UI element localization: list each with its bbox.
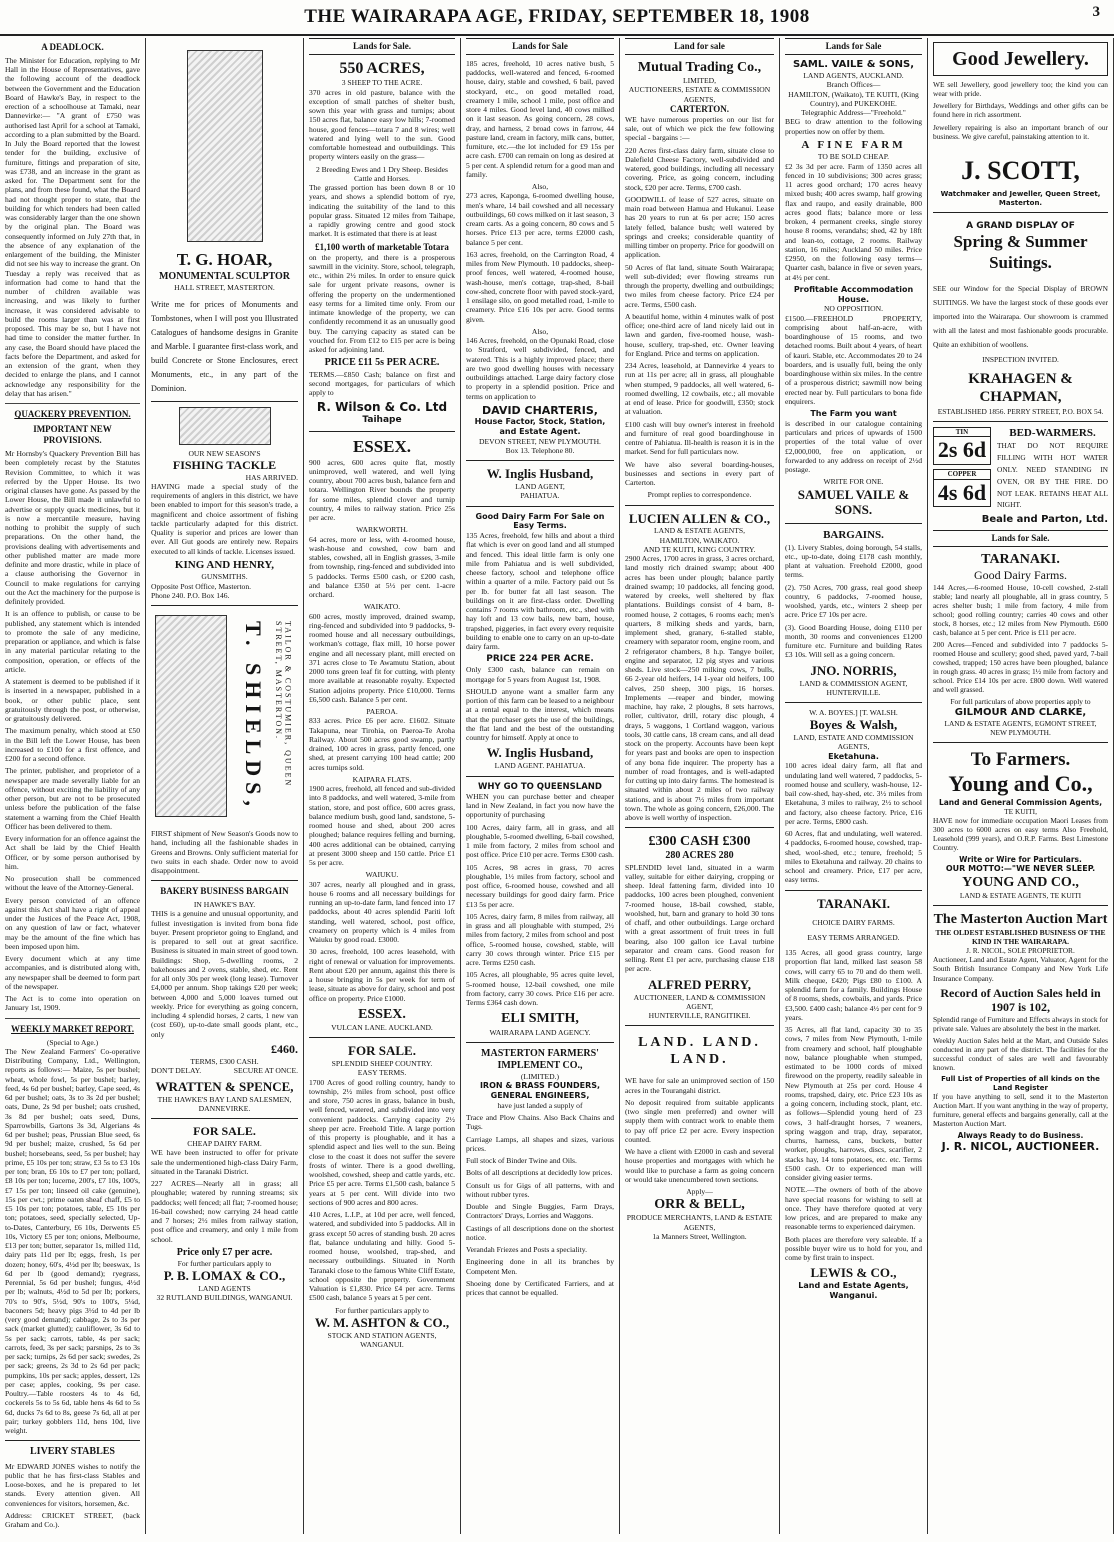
article-paragraph: The Act is to come into operation on January 1st, 1909. <box>5 994 140 1013</box>
auction-sub: THE OLDEST ESTABLISHED BUSINESS OF THE KIND IN THE WAIRARAPA. <box>935 928 1106 947</box>
taranaki-lot: 35 Acres, all flat land, capacity 30 to 35 cows, 7 miles from New Plymouth, 1-mile from creamery and school, half ploughable now, balance ploughable when stumped, estimated to be 1000 cords of mixed firewood on the property, readily saleable in New Plymouth at 25s per cord. House 4 rooms, trapshed, dairy, etc. Price £23 10s as a going concern, including stock, plant, etc. as follows—Splendid young herd of 23 cows, 3 half-draught horses, 7 weaners, spring waggon and trap, dray, separator, churns, harness, cans, buckets, butter worker, ploughs, harrows, discs, scarifier, 2 stacks hay, 14 tons potatoes, etc. etc. Terms £500 cash. Or to experienced man will consider giving easier terms. <box>785 1025 922 1183</box>
perry-town: HUNTERVILLE, RANGITIKEI. <box>648 1011 751 1020</box>
quackery-subheading: IMPORTANT NEW PROVISIONS. <box>33 424 112 446</box>
king-henry-phone: Phone 240. P.O. Box 146. <box>151 590 230 600</box>
ashton-name: W. M. ASHTON & CO., <box>314 1314 450 1330</box>
charteris-lot: 146 Acres, freehold, on the Opunaki Road, close to Stratford, well subdivided, fenced, and watered. This is a highly improved place; there are two good dwelling houses with necessary outbuildings attached. Large dairy factory close to property in a splendid position. Price and terms on application to <box>466 336 614 401</box>
orr-bell-sub: PRODUCE MERCHANTS, LAND & ESTATE AGENTS, <box>626 1213 773 1232</box>
market-heading: WEEKLY MARKET REPORT. <box>11 1023 134 1034</box>
mutual-lot: 220 Acres first-class dairy farm, situate close to Dalefield Cheese Factory, well-subdivided and watered, good buildings, including all necessary covering. Price, as going concern, including stock, £20 per acre. Terms, £700 cash. <box>625 145 774 192</box>
bakery-terms: TERMS, £300 CASH. <box>190 1056 259 1066</box>
wilson-town: Taihape <box>362 415 402 426</box>
ashton-terms: EASY TERMS. <box>357 1068 407 1078</box>
essex-lot: 30 acres, freehold, 100 acres leasehold, with right of renewal or valuation for improvements. Rent about £20 per annum, against this there is a house bringing in 5s per week for term of lease, situate as above for dairy, school and post office on property. Price £1000. <box>309 947 455 1003</box>
krahagen-est: ESTABLISHED 1856. PERRY STREET, P.O. BOX 54. <box>937 406 1104 416</box>
orr-bell-address: 1a Manners Street, Wellington. <box>652 1231 747 1241</box>
market-subheading: (Special to Age.) <box>46 1037 99 1047</box>
cash-body: SPLENDID level land, situated in a warm valley, suitable for either dairying, cropping or sheep. Ideal fattening farm, divided into 10 paddocks, 100 acres been ploughed, convenient 7-roomed house, 18-bail cowshed, stable, woolshed, hut, barn and granary to hold 30 tons of chaff, and other outbuildings. Large orchard with a great assortment of fruit trees in full bearing, also 100 gallon ice Laval turbine separator and cream cans. Good reason for selling. Rent £1 per acre, purchasing clause £18 per acre. <box>625 862 774 974</box>
article-paragraph: Every person convicted of an offence against this Act shall have a right of appeal under the Justices of the Peace Act, 1908, on any question of law or fact, whatever may be the amount of the fine which has been imposed upon him. <box>5 895 140 951</box>
vaile-write: WRITE FOR ONE. <box>823 477 884 487</box>
charteris-lot: 163 acres, freehold, on the Carrington Road, 4 miles from New Plymouth. 10 paddocks, sheep-proof fences, well watered, 4-roomed house, wash-house, men's cottage, trap-shed, 8-bail cow-shed, concrete floor with paved stock-yard, 1 ensilage silo, on good metalled road, 1-mile to creamery. Price £16 10s per acre. Good terms given. <box>466 249 614 324</box>
norris-name: JNO. NORRIS, <box>810 662 897 678</box>
jewellery-ad <box>933 42 1108 76</box>
bargains-heading: BARGAINS. <box>823 529 884 542</box>
allen-name: LUCIEN ALLEN & CO., <box>628 510 771 526</box>
orr-bell-name: ORR & BELL, <box>654 1197 745 1213</box>
mutual-lot: We have also several boarding-houses, businesses and sections in every part of Carterton. <box>625 459 774 488</box>
scott-name: J. SCOTT, <box>961 155 1080 185</box>
charteris-sub: House Factor, Stock, Station, and Estate Agent. <box>474 417 606 437</box>
suitings-title: Spring & Summer Suitings. <box>953 232 1088 273</box>
taranaki-lot: NOTE.—The owners of both of the above have special reasons for wishing to sell at once. They have therefore quoted at very low prices, and are prepared to make any reasonable terms to experienced dairymen. <box>785 1185 922 1232</box>
tin-price: 2s 6d <box>937 437 987 463</box>
eli-smith-name: ELI SMITH, <box>501 1011 579 1027</box>
essex-place: KAIPARA FLATS. <box>352 774 412 784</box>
krahagen-name: KRAHAGEN & CHAPMAN, <box>968 371 1073 406</box>
article-paragraph: The maximum penalty, which stood at £50 in the Bill left the Lower House, has been increased to £100 for a first offence, and £200 for a second offence. <box>5 726 140 764</box>
wratten-sub: THE HAWKE'S BAY LAND SALESMEN, DANNEVIRKE. <box>157 1094 292 1114</box>
bakery-heading: BAKERY BUSINESS BARGAIN <box>160 886 289 897</box>
land-body: No deposit required from suitable applicants (two single men preferred) and owner will supply them with contract work to enable them to pay off price £2 per acre. Every inspection counted. <box>625 1097 774 1144</box>
bedwarmer-body: THAT DO NOT REQUIRE FILLING WITH HOT WATER ONLY. NEED STANDING IN OVEN, OR BY THE FIRE. DO NOT LEAK. RETAINS HEAT ALL NIGHT. <box>997 441 1108 510</box>
perry-sub: AUCTIONEER, LAND & COMMISSION AGENT, <box>633 992 766 1011</box>
auction-body: Auctioneer, Land and Estate Agent, Valuator, Agent for the South British Insurance Company and New York Life Insurance Company. <box>933 955 1108 983</box>
forsale-body: WE have been instructed to offer for private sale the undermentioned high-class Dairy Farm, situated in the Taranaki District. <box>151 1148 298 1176</box>
mutual-intro: WE have numerous properties on our list for sale, out of which we pick the few following special - bargains :— <box>625 114 774 143</box>
young-sub-2: LAND & ESTATE AGENTS, TE KUITI <box>959 891 1082 901</box>
column-lands-wilson <box>304 38 461 1534</box>
boyes-lot: 60 Acres, flat and undulating, well watered. 4 paddocks, 6-roomed house, cowshed, trap-shed, wool-shed, etc.; tenure, freehold; 5 miles to Eketahuna and railway. 20 chains to school and creamery. Price, £17 per acre, easy terms. <box>785 829 922 885</box>
bakery-subheading: IN HAWKE'S BAY. <box>193 900 256 910</box>
acres-stock: 2 Breeding Ewes and 1 Dry Sheep. Besides Cattle and Horses. <box>315 164 449 183</box>
article-paragraph: Mr EDWARD JONES wishes to notify the public that he has first-class Stables and Loose-boxes, and he is prepared to let stands. Every attention given. All conveniences for visitors, horsemen, &c. <box>5 1461 140 1508</box>
allen-sub: LAND & ESTATE AGENTS, <box>654 526 745 536</box>
auction-body: Splendid range of Furniture and Effects always in stock for private sale. Values are absolutely the best in the market. <box>933 1014 1108 1033</box>
shields-side: TAILOR & COSTUMIER, QUEEN STREET, MASTERTON. <box>273 621 293 788</box>
eli-smith-sub: WAIRARAPA LAND AGENCY. <box>489 1027 591 1037</box>
jewellery-title: Good Jewellery. <box>952 48 1089 70</box>
copper-price: 4s 6d <box>937 479 987 505</box>
norris-sub: LAND & COMMISSION AGENT, <box>799 678 908 688</box>
monument-illustration <box>187 50 263 242</box>
gilmour-sub: LAND & ESTATE AGENTS, EGMONT STREET, <box>944 718 1097 728</box>
norris-town: HUNTERVILLE. <box>826 687 881 697</box>
young-motto: OUR MOTTO:—"WE NEVER SLEEP. <box>945 864 1096 874</box>
page-number: 3 <box>1092 4 1100 20</box>
auction-body: If you have anything to sell, send it to the Masterton Auction Mart. If you want anything in the way of property, furniture, general effects and bargains generally, call at the Masterton Auction Mart. <box>933 1092 1108 1129</box>
young-town: TE KUITI, <box>1004 806 1037 816</box>
column-news <box>0 38 146 1534</box>
vaile-branch: Branch Offices— <box>826 80 881 90</box>
auction-signature: J. R. NICOL, AUCTIONEER. <box>941 1140 1100 1154</box>
vaile-body: is described in our catalogue containing particulars and prices of upwards of 1500 properties of the total value of over £2,000,000, free on application, or forwarded to any address on receipt of 2½d postage. <box>785 418 922 475</box>
copper-label: COPPER <box>934 470 990 480</box>
allen-town2: AND TE KUITI, KING COUNTRY. <box>643 544 756 554</box>
tackle-body: HAVING made a special study of the requirements of anglers in this district, we have been enabled to import for this season's trade, a magnificent and choice assortment of fishing tackle particularly adapted for this district. Quality is superior and prices are lower than ever. All Gut goods are entirely new. Repairs executed to all kinds of tackle. Licenses issued. <box>151 481 298 556</box>
auction-record: Record of Auction Sales held in 1907 is 102, <box>940 985 1101 1015</box>
column-lands-mutual <box>620 38 780 1534</box>
acres-body: on the property, and there is a prosperous sawmill in the vicinity. Store, school, telegraph, etc., within 2½ miles. In order to ensure quick sale for urgent private reasons, owner is offering the property on the undermentioned easy terms for a limited time only. From our intimate knowledge of the property, we can confidently recommend it as an unusually good buy. The carrying capacity as stated can be vouched for. From £12 to £15 per acre is being asked for adjoining land. <box>309 252 455 355</box>
taranaki2-lot: 200 Acres—Fenced and subdivided into 7 paddocks 5-roomed House and scullery; good shed, paved yard, 7-bail cowshed, trapped; 150 acres have been ploughed, balance in rough grass. 40 acres in grass; 1½ mile from factory and school. Price £14 10s per acre. £800 down. Well watered and well grassed. <box>933 640 1108 695</box>
tackle-intro: OUR NEW SEASON'S <box>188 448 261 458</box>
husband-sub: LAND AGENT. PAHIATUA. <box>494 761 586 771</box>
vaile-lot: £2 3s 3d per acre. Farm of 1350 acres all fenced in 10 subdivisions; 300 acres grass; 11 acres good orchard; 170 acres heavy mixed bush; 400 acres swamp, half growing flax and raupo, and easily drainable, 800 acres good flats; balance more or less broken, 4 permanent creeks, single storey house 8 rooms, verandahs; shed, 42 by 18ft and lean-to, cottage, 2 rooms. Railway station, 16 miles; Auckland 50 miles. Price £2950, on the following easy terms—Quarter cash, balance in five or seven years, at 4½ per cent. <box>785 161 922 282</box>
charteris-lot: 273 acres, Kaponga, 6-roomed dwelling house, men's whare, 14 bail cowshed and all necessary outbuildings, 60 cows milked on it last season, 3 cream carts. As a going concern, 80 cows and 5 horses. Price £13 per acre, terms £2000 cash, balance 5 per cent. <box>466 191 614 247</box>
taranaki2-heading: TARANAKI. <box>981 552 1060 568</box>
young-body: HAVE now for immediate occupation Maori Leases from 300 acres to 6000 acres on easy terms Also Freehold, Leasehold (999 years), and O.R.P. Farms. Best Limestone Country. <box>933 815 1108 853</box>
vaile-intro: BEG to draw attention to the following properties now on offer by them. <box>785 117 922 136</box>
dairy-heading: Good Dairy Farm For Sale on Easy Terms. <box>475 511 605 531</box>
suitings-invite: INSPECTION INVITED. <box>982 355 1059 365</box>
essex-lot: 307 acres, nearly all ploughed and in grass, house 6 rooms and all necessary buildings for running an up-to-date farm, land fenced into 17 paddocks, about 40 acres splendid Pariti loft standing, well watered, school, post office, creamery on property which is 4 miles from Waiuku by good road. £3000. <box>309 879 455 945</box>
forsale-lot: 227 ACRES—Nearly all in grass; all ploughable; watered by running streams; six paddocks; well fenced; all flat; 7-roomed house; 16-bail cowshed; now carrying 24 head cattle and 7 horses; 2½ miles from railway station, post office and creamery, and only 1 mile from school. <box>151 1179 298 1244</box>
beale-parton-name: Beale and Parton, Ltd. <box>981 514 1108 526</box>
implement-sub: IRON & BRASS FOUNDERS, GENERAL ENGINEERS, <box>479 1081 601 1101</box>
mutual-name: Mutual Trading Co., <box>637 59 762 75</box>
farmers-heading: To Farmers. <box>970 748 1071 770</box>
king-henry-role: GUNSMITHS. <box>201 572 248 582</box>
column-ads-left <box>146 38 304 1534</box>
charteris-address: DEVON STREET, NEW PLYMOUTH. <box>479 436 601 446</box>
vaile-telegraph: Telegraphic Address—"Freehold." <box>801 108 906 118</box>
dairy-price: PRICE 224 PER ACRE. <box>486 654 594 665</box>
implement-line: Shoeing done by Certificated Farriers, and at prices that cannot be equalled. <box>466 1278 614 1298</box>
lands-header: Lands for Sale. <box>933 530 1108 547</box>
queensland-lot: 105 Acres, all ploughable, 95 acres quite level, 5-roomed house, 12-bail cowshed, one mile from factory, carry 30 cows. Price £16 per acre. Terms £364 cash down. <box>466 970 614 1008</box>
bargains-lot: (1). Livery Stables, doing borough, 54 stalls, etc., up-to-date, doing £178 cash monthly, plant at valuation. Freehold £2000, good terms. <box>785 542 922 580</box>
king-henry-address: Opposite Post Office, Masterton. <box>151 581 252 591</box>
hoar-name: T. G. HOAR, <box>176 250 273 269</box>
bakery-body: THIS is a genuine and unusual opportunity, and fullest investigation is invited from bona fide buyer. Present proprietor going to England, and is prepared to sell out at great sacrifice. Business is situated in main street of good town. Buildings: Shop, 5-dwelling rooms, 2 bakehouses and 2 ovens, stable, shed, etc. Rent for all only 30s per week (long lease). Turnover £4,000 per annum. Shop takings £20 per week; between 4,000 and 5,000 loaves turned out weekly. Price for everything as going concern, including 4 splendid horses, 2 carts, 1 new van (cost £60), up-to-date small goods plant, etc., only <box>151 909 299 1039</box>
bargains-lot: (2). 750 Acres, 700 grass, real good sheep country, 6 paddocks, 7-roomed house, woolshed, yards, etc., winters 2 sheep per acre. Price £7 10s per acre. <box>785 582 922 620</box>
wilson-name: R. Wilson & Co. Ltd <box>316 400 448 415</box>
column-display-ads <box>928 38 1114 1534</box>
essex-place: WARKWORTH. <box>356 525 408 535</box>
wratten-name: WRATTEN & SPENCE, <box>155 1079 294 1095</box>
charteris-also: Also, <box>531 182 549 192</box>
lewis-sub: Land and Estate Agents, <box>798 1281 909 1291</box>
husband-name: W. Inglis Husband, <box>486 745 594 761</box>
article-paragraph: No prosecution shall be commenced without the leave of the Attorney-General. <box>5 874 140 893</box>
article-paragraph: Every document which at any time accompanies, and is distributed along with, any newspaper shall be deemed to form part of the newspaper. <box>5 954 140 991</box>
essex-lot: 900 acres, 600 acres quite flat, mostly unimproved, well watered, and well lying country, about 700 acres bush, balance fern and totara. Wellington River bounds the property for some miles, splendid clover and turnip country, 4 miles to railway station. Price 25s per acre. <box>309 457 455 523</box>
gilmour-name: GILMOUR AND CLARKE, <box>954 706 1087 718</box>
queensland-heading: WHY GO TO QUEENSLAND <box>478 781 602 792</box>
taranaki-sub: CHOICE DAIRY FARMS. <box>812 917 895 927</box>
masthead <box>0 0 1114 36</box>
tackle-arrived: HAS ARRIVED. <box>245 472 298 482</box>
article-paragraph: Every information for an offence against the Act shall be laid by the Chief Health Officer, or by some person authorised by him. <box>5 834 140 871</box>
ashton-sub: SPLENDID SHEEP COUNTRY. <box>331 1059 433 1069</box>
essex-footer-title: ESSEX. <box>358 1006 406 1022</box>
implement-line: Castings of all descriptions done on the shortest notice. <box>466 1223 614 1242</box>
essex-place: WAIUKU. <box>365 870 399 880</box>
land-title: LAND. LAND. LAND. <box>638 1035 761 1068</box>
hoar-street: HALL STREET, MASTERTON. <box>174 282 275 292</box>
ashton-lot: 1700 Acres of good rolling country, handy to township, 2½ miles from school, post office and store, 750 acres in grass, balance in bush, well fenced, watered, and subdivided into very convenient paddocks. Carrying capacity 2½ sheep per acre. Freehold Title. A large portion of this property is ploughable, and it has a splendid aspect and lies well to the sun. Being close to the coast it does not suffer the severe frosts of winter. There is a good dwelling, woolshed, cowshed, sheep and cattle yards, etc. Price £5 per acre. Terms £1,500 cash, balance 5 years at 5 per cent. Will divide into two sections of 900 acres and 800 acres. <box>309 1077 455 1207</box>
essex-lot: 64 acres, more or less, with 4-roomed house, wash-house and cowshed, cow barn and stables, cowshed, all in English grasses, 3-mile from township, ring-fenced and subdivided into 5 paddocks. Terms £500 cash, or £200 cash, and balance £350 at 5½ per cent. 1-acre orchard. <box>309 534 455 600</box>
auction-title: The Masterton Auction Mart <box>933 912 1108 928</box>
forsale-apply: For further particulars apply to <box>177 1259 272 1269</box>
mutual-lot: 234 Acres, leasehold, at Dannevirke 4 years to run at 11s per acre; all in grass, all ploughable when stumped, 9 paddocks, all well watered, 6-roomed dwelling, 12 cowbails, etc.; all movable at end of lease. Price for goodwill, £350; stock at valuation. <box>625 361 774 417</box>
young-sub: Land and General Commission Agents, <box>938 797 1103 807</box>
implement-line: have just landed a supply of <box>497 1100 583 1110</box>
mutual-lot: GOODWILL of lease of 527 acres, situate on main road between Hamua and Hukanui. Lease has 20 years to run at 6s per acre; 150 acres lately felled, balance bush; well watered by springs and creeks; considerable quantity of milling timber on property. Price for goodwill on application. <box>625 194 774 260</box>
vaile-branch2: HAMILTON, (Waikato), TE KUITI, (King Country), and PUKEKOHE. <box>788 89 919 108</box>
column-lands-charteris <box>461 38 620 1534</box>
vaile-sub: LAND AGENTS, AUCKLAND. <box>803 71 904 81</box>
implement-line: Bolts of all descriptions at decidedly low prices. <box>466 1168 613 1178</box>
bargains-lot: (3). Good Boarding House, doing £110 per month, 30 rooms and conveniences £1200 furniture etc. Furniture and building Rates £3 10s. Will sell as a going concern. <box>785 622 922 660</box>
ashton-lot: 410 Acres, L.I.P., at 10d per acre, well fenced, watered, and subdivided into 5 paddocks. All in grass except 50 acres of standing bush. 20 acres flat, balance undulating and hilly. Good 5-roomed house, woolshed, trap-shed, and necessary outbuildings. Situated in North Taranaki close to the famous White Cliff Estate, school opposite the property. Government Valuation is £1,830. Price £4 per acre. Terms £500 cash, balance 5 years at 5 per cent. <box>309 1210 455 1303</box>
mutual-sub: AUCTIONEERS, ESTATE & COMMISSION AGENTS, <box>628 85 771 104</box>
lomax-sub: LAND AGENTS <box>198 1284 251 1294</box>
ashton-apply: For further particulars apply to <box>335 1305 429 1315</box>
lewis-town: Wanganui. <box>829 1290 878 1300</box>
acres-terms: TERMS.—£850 Cash; balance on first and second mortgages, for particulars of which apply to <box>309 369 455 398</box>
land-body: WE have for sale an unimproved section of 150 acres in the Tourangahi district. <box>625 1076 774 1095</box>
jewellery-body: Jewellery repairing is also an important branch of our business. We give careful, painstaking attention to it. <box>933 122 1108 141</box>
taranaki-terms: EASY TERMS ARRANGED. <box>807 932 900 942</box>
gilmour-town: NEW PLYMOUTH. <box>990 727 1051 737</box>
forsale-heading: FOR SALE. <box>193 1124 256 1139</box>
taranaki-lot: Both places are therefore very saleable. If a possible buyer wire us to hold for you, and come by first train to inspect. <box>785 1234 922 1263</box>
article-paragraph: The Minister for Education, replying to Mr Hall in the House of Representatives, gave the following account of the deadlock between the Government and the Education Board of Hawke's Bay, in respect to the erection of a schoolhouse at Tamaki, near Dannevirke:— "A grant of £750 was authorised last April for a school at Tamaki, according to a plan submitted by the Board. In July the Board reported that the lowest tender for the building, exclusive of furniture, fittings and preparation of site, was £738, and an increase in the grant as asked for. The Department sent for the plans, and from these found, what the Board had not thought proper to state, that the building for which tenders had been called was considerably larger than the one shown by the original plan. The Board was consequently informed on July 27th that, in the absence of any explanation of the enlargement of the building, the Minister did not see his way to increase the grant. On Tuesday a reply was received that as information had come to hand that the number of children available was increasing, and was likely to further increase, it was considered advisable to build the rooms larger than was at first proposed. This may be so, but I have not had time to consider the matter further. In any case, the Board should have placed the facts before the Department, and asked for an extension of the grant, when they decided to enlarge the plans, and I cannot acknowledge any responsibility for the delay that has arisen." <box>5 55 140 398</box>
tailor-figure-illustration <box>155 615 227 817</box>
implement-ltd: (LIMITED.) <box>520 1072 560 1082</box>
implement-line: Consult us for Gigs of all patterns, with and without rubber tyres. <box>466 1180 614 1199</box>
column-lands-vaile <box>780 38 928 1534</box>
queensland-lot: 100 Acres, dairy farm, all in grass, and all ploughable, 5-roomed dwelling, 6-bail cowshed, 1 mile from factory, 2 miles from school and post office. Price £10 per acre. Terms £300 cash. <box>466 822 614 860</box>
taranaki2-lot: 144 Acres,—6-roomed House, 10-cell cowshed, 2-stall stable; land nearly all ploughable, all in grass country, 5 acres shelter bush; 1 mile from factory, 4 mile from school; good rolling country; carries 40 cows and other stock, 8 horses, etc.; 12 miles from New Plymouth. £600 cash, balance at 5 per cent. Price is £11 per acre. <box>933 583 1108 638</box>
article-paragraph: Mr Hornsby's Quackery Prevention Bill has been completely recast by the Statutes Revision Committee, to which it was referred by the Upper House. Its two original clauses have gone. As passed by the Lower House, the Bill made it unlawful to advertise or supply quack medicines, but it is now a mercantile measure, having nothing to prohibit the supply of such preparations. On the other hand, the provisions dealing with advertisements and other published matter are made more definite and more drastic, while in place of a clause authorising the Governor in Council to make regulations for carrying out the Act the machinery for the purpose is definitely provided. <box>5 449 140 607</box>
ashton-heading: FOR SALE. <box>348 1043 416 1059</box>
implement-heading: MASTERTON FARMERS' IMPLEMENT CO., <box>481 1047 599 1071</box>
article-paragraph: The New Zealand Farmers' Co-operative Distributing Company, Ltd., Wellington, reports as follows:— Maize, 5s per bushel; wheat, whole fowl, 5s per bushel; barley, feed, 4s 6d per bushel; barley, Cape seed, 4s 6d per bushel; oats, 3s to 3s 2d per bushel; oats, Dune, 2s 9d per bushel; oats crushed, 3s 8d per bushel; oats seed, Duns, Sparrowbills, Gartons 3s 3d, Algerians 4s 6d per bushel; peas, Prussian Blue seed, 6s 9d per bushel; maize, crushed, 5s 6d per bushel; horsebeans, seed, 5s per bushel; hay prime, £5 10s per ton; straw, £3 5s to £3 10s per ton; bran, £6 10s to £7 per ton; pollard, £8 10s per ton; lucerne, 200's, £7 10s, 100's, £7 15s per ton; linseed oil cake (genuine), 15s per cwt.; prime oaten sheaf chaff, £5 to £5 10s per ton; potatoes, table, £5 10s per ton; potatoes, seed, specially selected, Up-to-Dates, Canterbury, £6 10s, Derwents £5 10s, Victory £5 per ton; onions, Melbourne, £13 per ton; butter, separator 1s, milled 11d, dairy pats 11d per lb; eggs, fresh, 1s per dozen; honey, 60's, 4½d per lb; beeswax, 1s 6d per lb (good demand); ryegrass, Perennial, 5s 6d per bushel; fungus, 4½d per lb; walnuts, 4½d to 5d per lb; porkers, 70's to 90's, 5½d, 90's to 100's, 5¼d, baconers 5d; heavy pigs 3½d to 4d per lb (very good demand); cabbage, 2s to 3s per sack (market glutted); cauliflower, 3s 6d to 5s per sack; carrots, table, 4s per sack; carrots, feed, 3s per sack; parsnips, 2s to 3s per sack; turnips, 2s 6d per sack; swedes, 2s per sack; greens, 2s 3d to 2s 6d per pack; pumpkins, 10s per sack; apples, dessert, 12s per case; apples, cooking, 9s per case. Poultry.—Table roosters 4s to 4s 6d, cockerels 5s to 5s 6d, table hens 4s 6d to 5s 6d, ducks 7s 6d to 8s, geese 7s 6d, all at per pair; turkey gobblers 11d, hens 10d, live weight. <box>5 1046 140 1436</box>
dairy-body: Only £300 cash, balance can remain on mortgage for 5 years from August 1st, 1908. <box>466 665 614 684</box>
dairy-body: 135 Acres, freehold, few hills and about a third flat which is ever on good land and all stumped and fenced. This ideal little farm is only one mile from Pahiatua and is well subdivided, cheese factory, school and telephone office within a quarter of a mile. Factory paid out 5s per lb. for butter fat all last season. The buildings on it are first-class order. Dwelling contains 7 rooms with bathroom, etc., shed with hay loft and 13 cow bails, new barn, house, trapshed, piggeries, in fact every every requisite building to enable one to carry on an up-to-date dairy farm. <box>466 531 614 652</box>
implement-line: Engineering done in all its branches by Competent Men. <box>466 1257 614 1276</box>
fishing-illustration <box>179 407 271 445</box>
lands-header: Lands for Sale <box>785 38 922 55</box>
auction-list: Full List of Properties of all kinds on the Land Register <box>941 1074 1100 1092</box>
hoar-trade: MONUMENTAL SCULPTOR <box>158 270 291 282</box>
tackle-title: FISHING TACKLE <box>172 457 277 472</box>
essex-title: ESSEX. <box>352 436 412 456</box>
suitings-heading: A GRAND DISPLAY OF <box>966 221 1075 232</box>
acres-timber: £1,100 worth of marketable Totara <box>315 241 449 252</box>
hoar-body: Write me for prices of Monuments and Tombstones, when I will post you Illustrated Catalogues of handsome designs in Granite and Marble. I guarantee first-class work, and build Concrete or Stone Enclosures, erect Monuments, etc., in any part of the Dominion. <box>151 300 298 393</box>
young-write: Write or Wire for Particulars. <box>959 855 1082 865</box>
vaile-lot: £1500.—FREEHOLD PROPERTY, comprising about half-an-acre, with boardinghouse of 15 rooms, and two detached rooms. Built about 4 years, of heart of kauri. Stable, etc. Accommodates 20 to 24 boarders, and is usually full, being the only boardinghouse within six miles. In the centre of a prosperous district; sawmill now being erected near by. Full particulars to bona fide enquirers. <box>785 313 922 406</box>
vaile-farm: A FINE FARM <box>801 138 906 151</box>
charteris-box: Box 13. Telephone 80. <box>505 446 575 456</box>
quackery-heading: QUACKERY PREVENTION. <box>14 409 131 420</box>
vaile-want: The Farm you want <box>810 409 897 419</box>
mutual-town: CARTERTON. <box>670 103 729 114</box>
lomax-address: 32 RUTLAND BUILDINGS, WANGANUI. <box>156 1293 293 1303</box>
article-paragraph: Address: CRICKET STREET, (back Graham and Co.). <box>5 1510 140 1530</box>
taranaki2-sub: Good Dairy Farms. <box>974 568 1067 583</box>
tin-label: TIN <box>934 428 990 438</box>
charteris-also: Also, <box>531 326 549 336</box>
scott-sub: Watchmaker and Jeweller, Queen Street, Masterton. <box>940 190 1101 207</box>
land-body: We have a client with £2000 in cash and several house properties and mortgages with which he would like to purchase a farm as going concern or would take unencumbered town sections. <box>625 1147 774 1184</box>
charteris-lot: 185 acres, freehold, 10 acres native bush, 5 paddocks, well-watered and fenced, 6-roomed house, dairy, stable and cowshed, 6 bail, paved stockyard, etc., on good metalled road, creamery 1 mile, school 1 mile, post office and store 4 miles. Good level land, 40 cows milked on it last season. As going concern, 28 cows, dray, and harness, 2 broad cows in farrow, 44 pasture land, cream in factory, milk cans, butter, furniture, etc.—the lot included for £9 15s per acre cash. £700 can remain on long as desired at 5 per cent. A splendid return for a good man and family. <box>466 58 614 179</box>
young-name-2: YOUNG AND CO., <box>962 874 1079 890</box>
acres-price: PRICE £11 5s PER ACRE. <box>324 357 440 369</box>
husband-town: PAHIATUA. <box>520 491 560 501</box>
vaile-farmsub: TO BE SOLD CHEAP. <box>817 152 890 162</box>
bedwarmer-title: BED-WARMERS. <box>1009 426 1096 439</box>
essex-place: PAEROA. <box>366 707 398 717</box>
jewellery-body: Jewellery for Birthdays, Weddings and other gifts can be found here in rich assortment. <box>933 101 1108 120</box>
vaile-acc2: NO OPPOSITION. <box>823 304 884 314</box>
deadlock-heading: A DEADLOCK. <box>41 42 104 52</box>
cash-title: £300 CASH £300 <box>648 834 751 850</box>
implement-line: Full stock of Binder Twine and Oils. <box>466 1156 577 1166</box>
livery-heading: LIVERY STABLES <box>30 1446 115 1458</box>
boyes-names: W. A. BOYES.] [T. WALSH. <box>809 708 898 718</box>
young-name: Young and Co., <box>948 770 1093 796</box>
mutual-ltd: LIMITED, <box>682 76 717 86</box>
implement-line: Double and Single Buggies, Farm Drays, Contractors' Drays, Lorries and Waggons. <box>466 1202 614 1221</box>
dairy-body: SHOULD anyone want a smaller farm any portion of this farm can be leased to a neighbour at a rental equal to the interest, which means that the purchaser gets the use of the buildings, the flat land and the best of the outstanding country for himself. Apply at once to <box>466 686 614 743</box>
boyes-town: Eketahuna. <box>828 751 879 761</box>
implement-line: Carriage Lamps, all shapes and sizes, various prices. <box>466 1134 614 1153</box>
newspaper-title: THE WAIRARAPA AGE, FRIDAY, SEPTEMBER 18, 1908 <box>304 6 810 27</box>
perry-name: ALFRED PERRY, <box>647 976 752 992</box>
bakery-footer-left: DON'T DELAY. <box>151 1065 202 1075</box>
essex-lot: 833 acres. Price £6 per acre. £1602. Situate Takapuna, near Tirohia, on Paeroa-Te Aroha Railway. About 500 acres good swamp, partly drained, 100 acres in grass, partly fenced, one shed, at present carrying 100 head cattle; 200 acres turnips sold. <box>309 716 455 772</box>
essex-lot: 1900 acres, freehold, all fenced and sub-divided into 8 paddocks, and well watered, 3-mile from station, store, and post office, 600 acres grass, balance medium bush, good land, sandstone, 5-roomed house and shed, about 200 acres ploughed; balance requires felling and burning, 400 acres additional can be obtained, carrying at present 3000 sheep and 150 cattle. Price £1 5s per acre. <box>309 784 455 868</box>
essex-lot: 600 acres, mostly improved, drained swamp, ring-fenced and subdivided into 9 paddocks, 9-roomed house and all necessary outbuildings, workman's cottage, flax mill, 10 horse power engine and all necessary plant, mill erected on 371 acres close to Te Awamutu Station, about 2000 tons green leaf fit for cutting, with plenty more available at reasonable royalty. Expected Station adjoins property. Price £10,000. Terms £6,500 cash. Balance 5 per cent. <box>309 611 455 704</box>
boyes-sub: LAND, ESTATE AND COMMISSION AGENTS, <box>793 733 914 752</box>
implement-line: Trace and Plow Chains. Also Back Chains and Tugs. <box>466 1113 614 1132</box>
queensland-body: WHEN you can purchase better and cheaper land in New Zealand, in fact you now have the opportunity of purchasing <box>466 791 614 820</box>
shields-ad <box>151 611 298 829</box>
auction-proprietor: J. R. NICOL, SOLE PROPRIETOR. <box>966 946 1075 956</box>
forsale-price: Price only £7 per acre. <box>176 1246 273 1258</box>
forsale-sub: CHEAP DAIRY FARM. <box>187 1139 262 1149</box>
essex-place: WAIKATO. <box>363 602 401 612</box>
acres-body: The grassed portion has been down 8 or 10 years, and shows a splendid bottom of rye, indicating the suitability of the land to this popular grass. Situated 12 miles from Taihape, a rapidly growing centre and good stock market. It is estimated that there is at least <box>309 183 455 239</box>
acres-title: 550 ACRES, <box>339 59 425 77</box>
implement-line: Verandah Friezes and Posts a speciality. <box>466 1245 587 1255</box>
boyes-name: Boyes & Walsh, <box>809 717 898 733</box>
allen-lot: 2900 Acres, 1700 acres in grass, 3 acres orchard, land mostly rich drained swamp; about 400 acres has been under plough; balance partly drained swamp; 10 paddocks, all fencing good, watered by creeks, well sheltered by flax plantations. Buildings consist of 4 barn, 8-roomed house, 2 cottages, 6 rooms each; men's quarters, 8 milking sheds and yards, barn, implement shed, granary, 6-stalled stable, creamery with separator room, engine room, and 2 refrigerator chambers, 8 h.p. Tangye boiler, engine and separator, 12 pig styes and various sheds. Live stock—250 milking cows, 7 bulls, 66 2-year old heifers, 14 1-year old heifers, 100 calves, 250 sheep, 300 pigs, 16 horses. Implements —reaper and binder, mowing machine, hay rake, 2 ploughs, 8 sets harrows, roller, cultivator, drill, rotary disc plough, 4 drays, 5 waggons, 1 Cortland waggon, various tools, 30 cattle cans, 18 cream cans, and all dead stock on the property. Accounts have been kept for years past and books are open to inspection of any bona fide inquirer. The property has a number of road frontages, and is well-adapted for cutting up into dairy farms. The homestead is situated within about 2 miles of two railway stations, and is about 7½ miles from important town. The whole as going concern, £26,000. The above is well worthy of inspection. <box>625 554 774 823</box>
vaile-name: SAML. VAILE & SONS, <box>792 58 915 70</box>
vaile-acc: Profitable Accommodation House. <box>793 284 914 304</box>
article-paragraph: The printer, publisher, and proprietor of a newspaper are made severally liable for an offence, without exciting the liability of any other person, but are not to be prosecuted unless before the publication of the false statement a warning from the Chief Health Officer has been delivered to them. <box>5 766 140 831</box>
queensland-lot: 105 Acres, 98 acres in grass, 70 acres ploughable, 1½ miles from factory, school and post office, 6-roomed house, cowshed and all necessary buildings for good dairy farm. Price £13 5s per acre. <box>466 862 614 909</box>
mutual-lot: Prompt replies to correspondence. <box>647 490 752 500</box>
cash-acres: 280 ACRES 280 <box>665 850 734 862</box>
lands-header: Lands for Sale <box>466 38 614 55</box>
suitings-body: SEE our Window for the Special Display of BROWN SUITINGS. We have the largest stock of these goods ever imported into the Wairarapa. Our showroom is crammed with all the latest and most fashionable goods procurable. Quite an exhibition of woollens. <box>933 283 1108 350</box>
bakery-footer-right: SECURE AT ONCE. <box>233 1065 298 1075</box>
article-paragraph: It is an offence to publish, or cause to be published, any statement which is intended to promote the sale of any medicine, preparation or appliance, and which is false in any material particular relating to the composition, operation, or effects of the article. <box>5 609 140 674</box>
ashton-town: WANGANUI. <box>360 1340 404 1350</box>
shields-body: FIRST shipment of New Season's Goods now to hand, including all the fashionable shades in Greens and Browns. Only sufficient material for two suits in each shade. Order now to avoid disappointment. <box>151 829 298 876</box>
queensland-lot: 105 Acres, dairy farm, 8 miles from railway, all in grass and all ploughable with stumped, 2½ miles from factory, 2 miles from school and post office, 5-roomed house, cowshed, stable, will carry 30 cows through winter. Price £15 per acre. Terms £250 cash. <box>466 911 614 968</box>
mutual-lot: £100 cash will buy owner's interest in freehold and furniture of real good boardinghouse in centre of Pahiatua. Ill-health is reason it is in the market. Send for full particulars now. <box>625 419 774 457</box>
land-apply: Apply— <box>686 1187 713 1197</box>
shields-name: T. SHIELDS, <box>240 621 266 812</box>
charteris-name: DAVID CHARTERIS, <box>482 403 598 417</box>
mutual-lot: A beautiful home, within 4 minutes walk of post office; one-third acre of land nicely laid out in lawn and garden, five-roomed house, wash-house, scullery, trap-shed, etc. Owner leaving for England. Price and terms on application. <box>625 311 774 358</box>
husband-name: W. Inglis Husband, <box>486 466 594 482</box>
jewellery-body: WE sell Jewellery, good jewellery too; the kind you can wear with pride. <box>933 80 1108 99</box>
taranaki2-apply: For full particulars of above properties apply to <box>950 697 1091 707</box>
bedwarmer-ad <box>933 427 1108 514</box>
lomax-name: P. B. LOMAX & CO., <box>163 1268 286 1284</box>
boyes-lot: 100 acres ideal dairy farm, all flat and undulating land well watered, 7 paddocks, 5-roomed house and scullery, wash-house, 12-bail cow-shed, hay-shed, etc. 3½ miles from Eketahuna, 3 miles to railway, 2½ to school and factory, also cheese factory. Price, £16 per acre. Terms, £800 cash. <box>785 761 922 826</box>
taranaki-heading: TARANAKI. <box>816 895 891 911</box>
acres-body: 370 acres in old pasture, balance with the exception of small patches of shelter bush, sown this year with grass and turnips; about 150 acres flat, balance easy low hills; 7-roomed house, good fences—totara 7 and 8 wires; well watered and lying well to the sun. Good comfortable homestead and outbuildings. This property winters easily on the grass— <box>309 87 455 162</box>
king-henry-name: KING AND HENRY, <box>174 558 275 571</box>
allen-town: HAMILTON, WAIKATO. <box>659 535 740 545</box>
lands-header: Lands for Sale. <box>309 38 455 55</box>
mutual-lot: 50 Acres of flat land, situate South Wairarapa; well sub-divided; ever flowing streams run through the property, dwelling and outbuildings; two miles from cheese factory. Price £24 per acre. Terms, £500 cash. <box>625 262 774 309</box>
taranaki-lot: 135 Acres, all good grass country, large proportion flat land, milked last season 58 cows, will carry 65 to 70 and do them well. Milk cheque, £420; Pigs £80 to £100. A splendid farm for a family. Buildings House of 8 rooms, sheds, cowbails, and yards. Price £3,500. £400 cash; balance 4½ per cent for 9 years. <box>785 948 922 1022</box>
auction-ready: Always Ready to do Business. <box>957 1131 1084 1141</box>
bakery-price: £460. <box>271 1041 298 1056</box>
essex-footer-address: VULCAN LANE. AUCKLAND. <box>331 1023 433 1033</box>
husband-sub: LAND AGENT, <box>515 482 565 492</box>
acres-sub: 3 SHEEP TO THE ACRE. <box>341 78 423 88</box>
vaile-firm: SAMUEL VAILE & SONS. <box>797 486 910 518</box>
article-paragraph: A statement is deemed to be published if it is inserted in a newspaper, published in a book, or other public place, sent gratuitously through the post, or otherwise, or gratuitously delivered. <box>5 677 140 724</box>
auction-body: Weekly Auction Sales held at the Mart, and Outside Sales conducted in any part of the district. The facilities for the successful conduct of sales are well and favourably known. <box>933 1035 1108 1072</box>
ashton-firm-sub: STOCK AND STATION AGENTS, <box>327 1330 437 1340</box>
lands-header: Land for sale <box>625 38 774 55</box>
lewis-name: LEWIS & CO., <box>810 1265 897 1281</box>
